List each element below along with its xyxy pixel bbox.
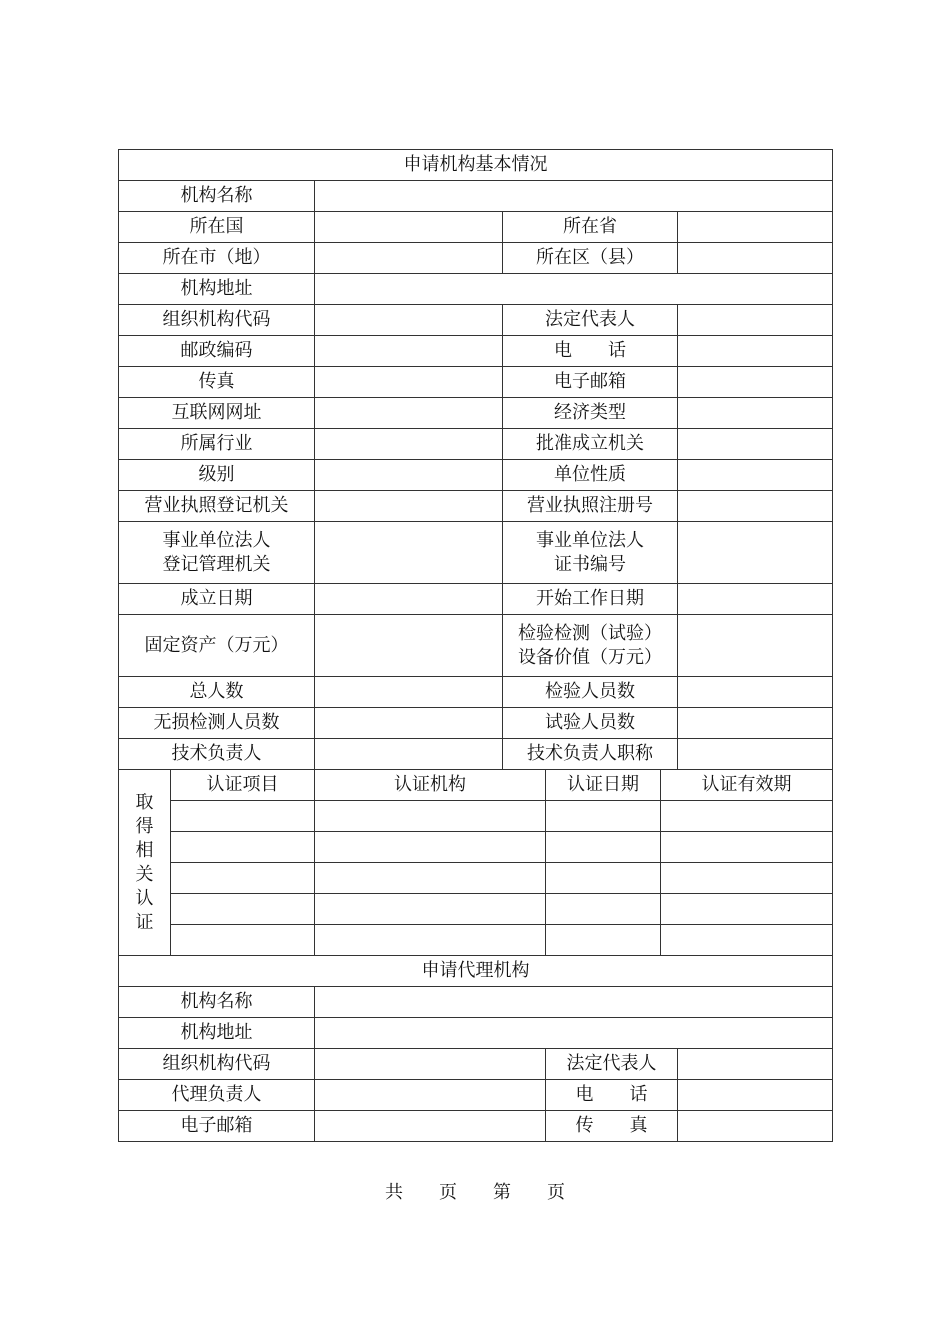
cert-validity-cell[interactable] [661,894,833,925]
cert-date-cell[interactable] [546,801,661,832]
field-org-name[interactable] [315,181,833,212]
cert-org-cell[interactable] [315,925,546,956]
cert-vertical-label [119,770,171,956]
cert-date-cell[interactable] [546,925,661,956]
label-postcode: 邮政编码 [119,336,315,367]
field-level[interactable] [315,460,503,491]
field-industry[interactable] [315,429,503,460]
label-inst-reg-org-line2: 登记管理机关 [162,553,271,575]
label-equip-value-line1: 检验检测（试验） [518,622,662,644]
field-tech-lead[interactable] [315,739,503,770]
cert-validity-cell[interactable] [661,863,833,894]
field-address[interactable] [315,274,833,305]
field-start-work-date[interactable] [678,584,833,615]
label-agent-legal-rep: 法定代表人 [546,1049,678,1080]
label-agent-fax: 传 真 [546,1111,678,1142]
label-agent-lead: 代理负责人 [119,1080,315,1111]
label-fixed-assets: 固定资产（万元） [119,615,315,677]
field-postcode[interactable] [315,336,503,367]
cert-item-cell[interactable] [171,801,315,832]
label-equip-value [503,615,678,677]
field-website[interactable] [315,398,503,429]
field-email[interactable] [678,367,833,398]
cert-row [119,925,833,956]
field-agent-address[interactable] [315,1018,833,1049]
field-district[interactable] [678,243,833,274]
cert-item-cell[interactable] [171,863,315,894]
field-fixed-assets[interactable] [315,615,503,677]
label-unit-nature: 单位性质 [503,460,678,491]
field-org-code[interactable] [315,305,503,336]
label-ndt-staff: 无损检测人员数 [119,708,315,739]
label-industry: 所属行业 [119,429,315,460]
label-tech-lead-title: 技术负责人职称 [503,739,678,770]
field-agent-lead[interactable] [315,1080,546,1111]
field-agent-legal-rep[interactable] [678,1049,833,1080]
cert-item-cell[interactable] [171,925,315,956]
cert-item-cell[interactable] [171,832,315,863]
label-inst-reg-org [119,522,315,584]
label-org-name: 机构名称 [119,181,315,212]
field-inst-reg-org[interactable] [315,522,503,584]
cert-vertical-char: 认 [135,887,154,909]
label-license-reg-org: 营业执照登记机关 [119,491,315,522]
label-agent-email: 电子邮箱 [119,1111,315,1142]
field-country[interactable] [315,212,503,243]
label-inst-cert-no [503,522,678,584]
label-founding-date: 成立日期 [119,584,315,615]
cert-header-date: 认证日期 [546,770,661,801]
label-fax: 传真 [119,367,315,398]
field-ndt-staff[interactable] [315,708,503,739]
cert-vertical-char: 关 [135,863,154,885]
cert-row [119,832,833,863]
field-legal-rep[interactable] [678,305,833,336]
cert-header-validity: 认证有效期 [661,770,833,801]
label-city: 所在市（地） [119,243,315,274]
cert-date-cell[interactable] [546,832,661,863]
page-footer: 共 页 第 页 [385,1182,565,1203]
label-license-reg-no: 营业执照注册号 [503,491,678,522]
cert-row [119,863,833,894]
cert-validity-cell[interactable] [661,832,833,863]
field-province[interactable] [678,212,833,243]
cert-date-cell[interactable] [546,863,661,894]
field-inst-cert-no[interactable] [678,522,833,584]
cert-row [119,801,833,832]
label-address: 机构地址 [119,274,315,305]
label-agent-org-name: 机构名称 [119,987,315,1018]
field-license-reg-no[interactable] [678,491,833,522]
label-inst-cert-no-line2: 证书编号 [554,553,626,575]
field-license-reg-org[interactable] [315,491,503,522]
label-total-staff: 总人数 [119,677,315,708]
field-fax[interactable] [315,367,503,398]
label-province: 所在省 [503,212,678,243]
field-agent-email[interactable] [315,1111,546,1142]
label-tech-lead: 技术负责人 [119,739,315,770]
field-agent-fax[interactable] [678,1111,833,1142]
label-country: 所在国 [119,212,315,243]
label-website: 互联网网址 [119,398,315,429]
label-agent-org-code: 组织机构代码 [119,1049,315,1080]
field-founding-date[interactable] [315,584,503,615]
cert-vertical-char: 取 [135,791,154,813]
cert-org-cell[interactable] [315,863,546,894]
cert-vertical-char: 证 [135,911,154,933]
cert-header-item: 认证项目 [171,770,315,801]
section-title-agent: 申请代理机构 [119,956,833,987]
cert-org-cell[interactable] [315,894,546,925]
label-equip-value-line2: 设备价值（万元） [518,646,662,668]
cert-validity-cell[interactable] [661,801,833,832]
cert-org-cell[interactable] [315,801,546,832]
cert-date-cell[interactable] [546,894,661,925]
label-agent-address: 机构地址 [119,1018,315,1049]
label-test-staff: 试验人员数 [503,708,678,739]
cert-org-cell[interactable] [315,832,546,863]
label-legal-rep: 法定代表人 [503,305,678,336]
label-econ-type: 经济类型 [503,398,678,429]
label-email: 电子邮箱 [503,367,678,398]
field-econ-type[interactable] [678,398,833,429]
field-agent-phone[interactable] [678,1080,833,1111]
label-approval-org: 批准成立机关 [503,429,678,460]
cert-header-org: 认证机构 [315,770,546,801]
label-inst-cert-no-line1: 事业单位法人 [536,529,644,551]
field-unit-nature[interactable] [678,460,833,491]
application-form-table [118,149,833,1142]
cert-validity-cell[interactable] [661,925,833,956]
field-total-staff[interactable] [315,677,503,708]
field-agent-org-code[interactable] [315,1049,546,1080]
field-phone[interactable] [678,336,833,367]
label-org-code: 组织机构代码 [119,305,315,336]
label-inspection-staff: 检验人员数 [503,677,678,708]
section-title-applicant: 申请机构基本情况 [119,150,833,181]
field-inspection-staff[interactable] [678,677,833,708]
field-city[interactable] [315,243,503,274]
label-district: 所在区（县） [503,243,678,274]
cert-vertical-char: 得 [135,815,154,837]
field-equip-value[interactable] [678,615,833,677]
label-start-work-date: 开始工作日期 [503,584,678,615]
field-approval-org[interactable] [678,429,833,460]
label-inst-reg-org-line1: 事业单位法人 [162,529,271,551]
label-level: 级别 [119,460,315,491]
cert-vertical-char: 相 [135,839,154,861]
field-agent-org-name[interactable] [315,987,833,1018]
cert-item-cell[interactable] [171,894,315,925]
cert-row [119,894,833,925]
label-agent-phone: 电 话 [546,1080,678,1111]
field-test-staff[interactable] [678,708,833,739]
field-tech-lead-title[interactable] [678,739,833,770]
label-phone: 电 话 [503,336,678,367]
